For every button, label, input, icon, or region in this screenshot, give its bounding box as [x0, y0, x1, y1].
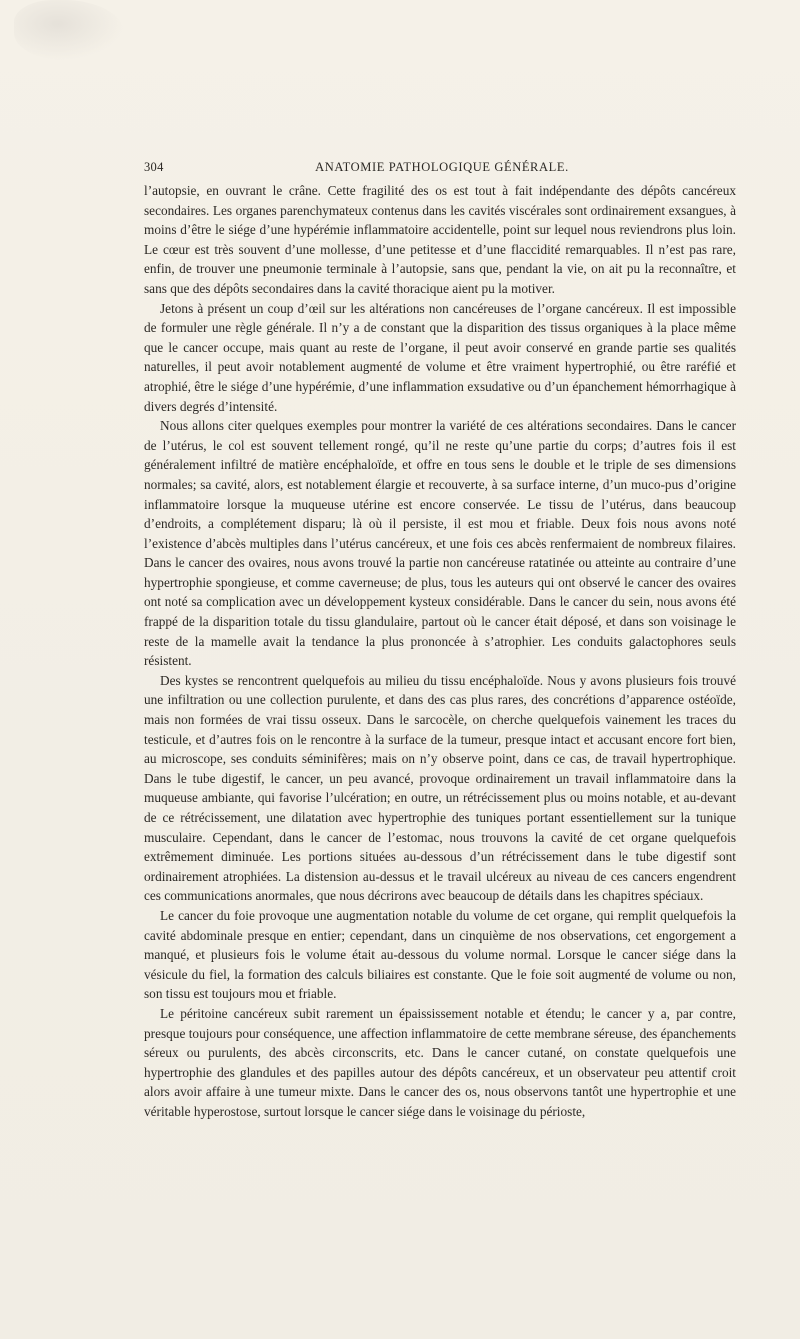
paragraph-4: Des kystes se rencontrent quelquefois au milieu du tissu encéphaloïde. Nous y avons plusieurs fois trouvé une infiltration ou une collection purulente, et dans des cas plus rares, des concrétions d’apparence ostéoïde, mais non formées de vrai tissu osseux. Dans le sarcocèle, on cherche quelquefois vainement les traces du testicule, et d’autres fois on le rencontre à la surface de la tumeur, presque intact et accusant encore fort bien, au microscope, ses conduits séminifères; mais on n’y observe point, dans ce cas, de travail hypertrophique. Dans le tube digestif, le cancer, un peu avancé, provoque ordinairement un travail inflammatoire dans la muqueuse ambiante, qui favorise l’ulcération; en outre, un rétrécissement plus ou moins notable, et au-devant de ce rétrécissement, une dilatation avec hypertrophie des tuniques portant essentiellement sur la tunique musculaire. Cependant, dans le cancer de l’estomac, nous trouvons la cavité de cet organe quelquefois extrêmement diminuée. Les portions situées au-dessous d’un rétrécissement dans le tube digestif sont ordinairement atrophiées. La distension au-dessus et le travail ulcéreux au niveau de ces cancers engendrent ces communications anormales, que nous décrirons avec beaucoup de détails dans les chapitres spéciaux. [144, 672, 736, 904]
paragraph-6: Le péritoine cancéreux subit rarement un épaississement notable et étendu; le cancer y a, par contre, presque toujours pour conséquence, une affection inflammatoire de cette membrane séreuse, des épanchements séreux ou purulents, des abcès circonscrits, etc. Dans le cancer cutané, on constate quelquefois une hypertrophie des glandules et des papilles autour des dépôts cancéreux, et un observateur peu attentif croit alors avoir affaire à une tumeur mixte. Dans le cancer des os, nous observons tantôt une hypertrophie et une véritable hyperostose, surtout lorsque le cancer siége dans le voisinage du périoste, [144, 1005, 736, 1119]
paragraph-2: Jetons à présent un coup d’œil sur les altérations non cancéreuses de l’organe cancéreux. Il est impossible de formuler une règle générale. Il n’y a de constant que la disparition des tissus organiques à la place même que le cancer occupe, mais quant au reste de l’organe, il peut avoir conservé en grande partie ses qualités naturelles, il peut avoir notablement augmenté de volume et être vraiment hypertrophié, ou être raréfié et atrophié, être le siége d’une hypérémie, d’une inflammation exsudative ou d’un épanchement hémorrhagique à divers degrés d’intensité. [144, 300, 736, 414]
running-head [144, 158, 740, 178]
body-text [144, 181, 736, 1122]
paragraph-1: l’autopsie, en ouvrant le crâne. Cette fragilité des os est tout à fait indépendante des dépôts cancéreux secondaires. Les organes parenchymateux contenus dans les cavités viscérales sont ordinairement exsangues, à moins d’être le siége d’une hypérémie inflammatoire accidentelle, point sur lequel nous reviendrons plus loin. Le cœur est très souvent d’une mollesse, d’une petitesse et d’une flaccidité remarquables. Il n’est pas rare, enfin, de trouver une pneumonie terminale à l’autopsie, sans que, pendant la vie, on ait pu la reconnaître, et sans que des dépôts secondaires dans la cavité thoracique aient pu la motiver. [144, 183, 736, 296]
paragraph-5: Le cancer du foie provoque une augmentation notable du volume de cet organe, qui remplit quelquefois la cavité abdominale presque en entier; cependant, dans un cinquième de nos observations, cet engorgement a manqué, et plusieurs fois le volume était au-dessous du volume normal. Lorsque le cancer siége dans la vésicule du fiel, la formation des calculs biliaires est constante. Que le foie soit augmenté de volume ou non, son tissu est toujours mou et friable. [144, 907, 736, 1002]
running-title: ANATOMIE PATHOLOGIQUE GÉNÉRALE. [315, 160, 569, 174]
page-number: 304 [144, 160, 164, 174]
paper-stain [14, 0, 124, 60]
paragraph-3: Nous allons citer quelques exemples pour montrer la variété de ces altérations secondaires. Dans le cancer de l’utérus, le col est souvent tellement rongé, qu’il ne reste qu’une partie du corps; d’autres fois il est généralement infiltré de matière encéphaloïde, et offre en tous sens le double et le triple de ses dimensions normales; sa cavité, alors, est notablement élargie et recouverte, à sa surface interne, d’un muco-pus d’origine inflammatoire lorsque la muqueuse utérine est encore conservée. Le tissu de l’utérus, dans beaucoup d’endroits, a complétement disparu; là où il persiste, il est mou et friable. Deux fois nous avons noté l’existence d’abcès multiples dans l’utérus cancéreux, et une fois ces abcès renfermaient de nombreux filaires. Dans le cancer des ovaires, nous avons trouvé la partie non cancéreuse ratatinée ou atteinte au contraire d’une hypertrophie spongieuse, et comme caverneuse; de plus, tous les auteurs qui ont observé le cancer des ovaires ont noté sa complication avec un développement kysteux considérable. Dans le cancer du sein, nous avons été frappé de la disparition totale du tissu glandulaire, partout où le cancer était déposé, et dans son voisinage le reste de la mamelle avait la tendance la plus prononcée à s’atrophier. Les conduits galactophores seuls résistent. [144, 418, 736, 669]
